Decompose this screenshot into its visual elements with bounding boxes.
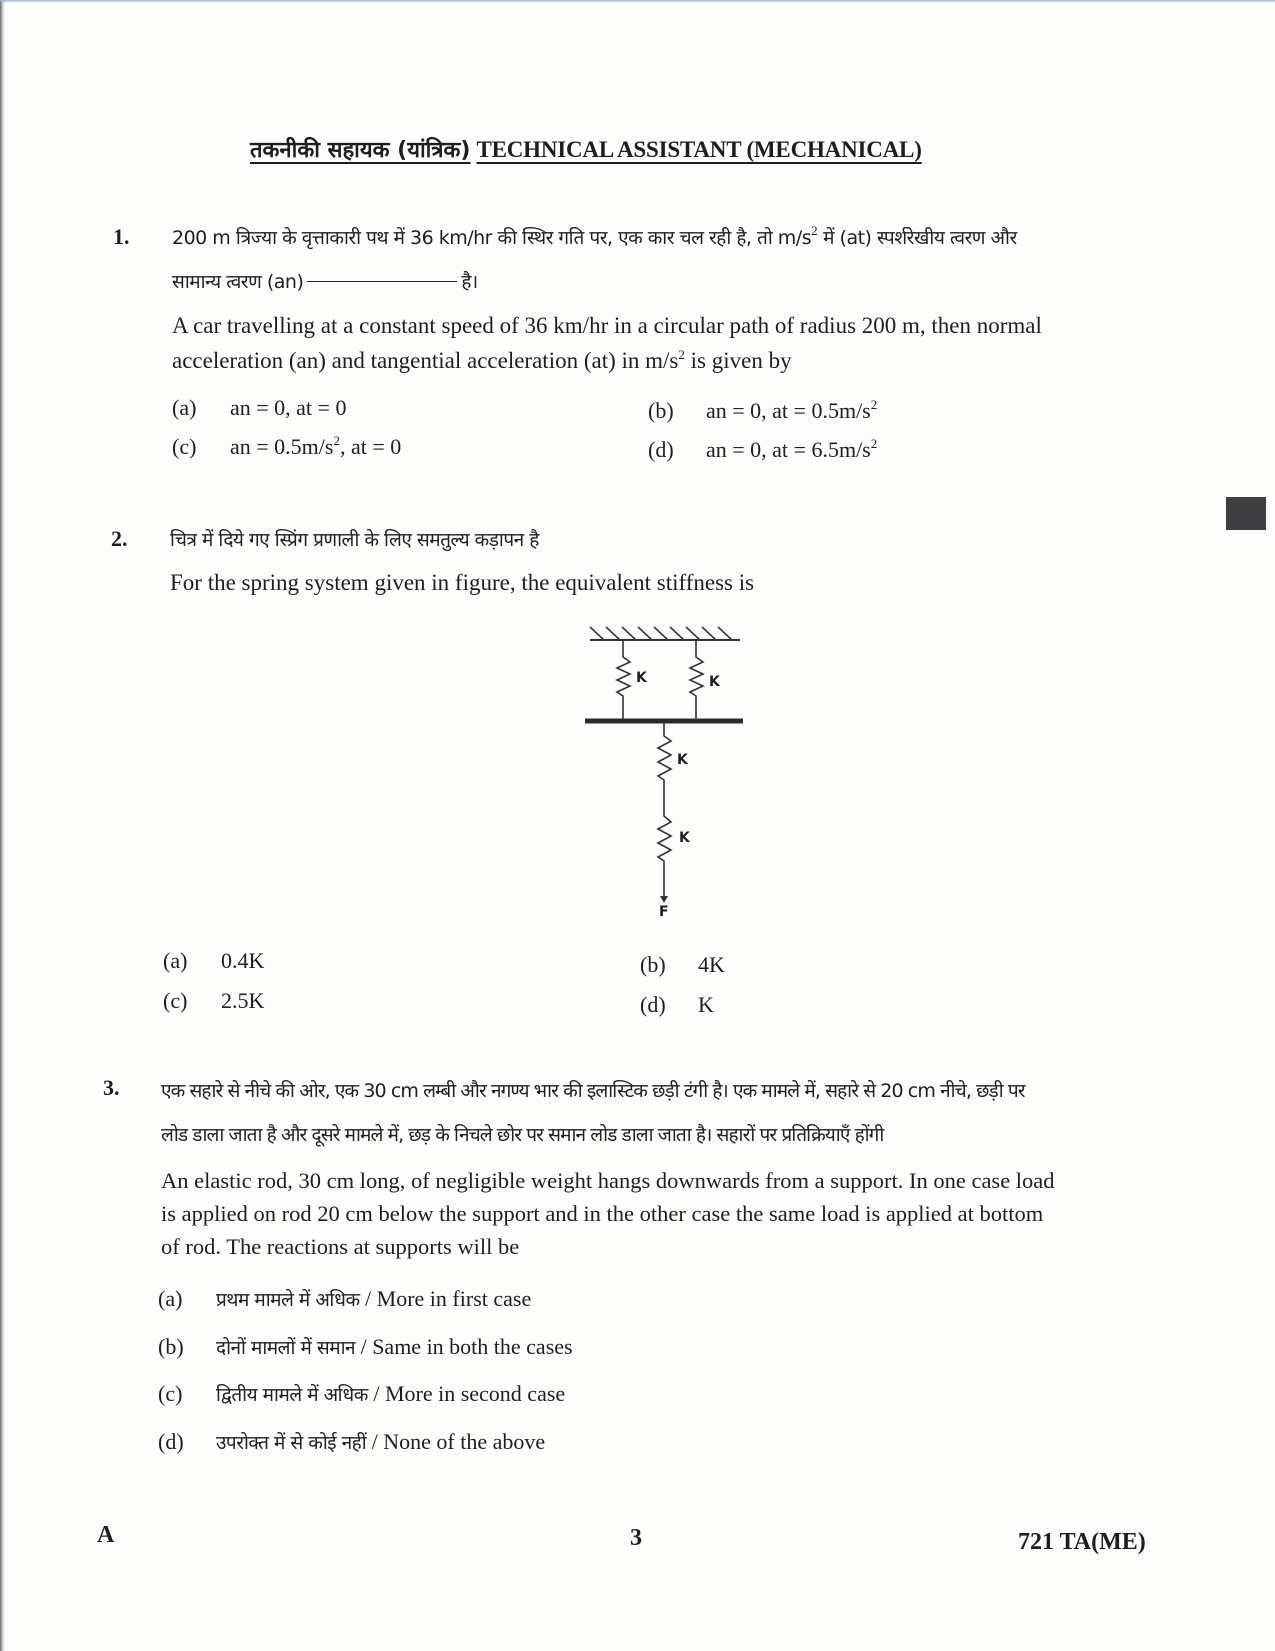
option-a[interactable]: (a) 0.4K	[163, 948, 265, 973]
question-text-english-line2: is applied on rod 20 cm below the support and in the other case the same load is applied at bottom	[161, 1201, 1044, 1226]
scan-edge-top	[0, 0, 1275, 3]
option-a[interactable]: (a) प्रथम मामले में अधिक / More in first case	[158, 1286, 532, 1311]
option-a[interactable]: (a) an = 0, at = 0	[172, 395, 347, 420]
option-b[interactable]: (b) दोनों मामलों में समान / Same in both the cases	[158, 1334, 573, 1359]
booklet-series: A	[97, 1522, 115, 1548]
question-number: 2.	[111, 526, 128, 551]
question-text-english-line2: acceleration (an) and tangential acceleration (at) in $m/s^2$ is given by	[172, 347, 792, 373]
spring-diagram	[580, 622, 760, 922]
spring-label: K	[677, 752, 688, 768]
question-text-english: For the spring system given in figure, the equivalent stiffness is	[170, 570, 755, 595]
page-title	[250, 134, 922, 164]
question-text-hindi-line2: सामान्य त्वरण (an) है।	[172, 271, 478, 293]
question-text-hindi-line2: लोड डाला जाता है और दूसरे मामले में, छड़ के निचले छोर पर समान लोड डाला जाता है। सहारों पर प्रतिक्रियाएँ होंगी	[161, 1124, 884, 1146]
scan-edge	[0, 0, 5, 1651]
title-english: TECHNICAL ASSISTANT (MECHANICAL)	[476, 137, 922, 162]
question-text-hindi: 200 m त्रिज्या के वृत्ताकारी पथ में 36 km/hr की स्थिर गति पर, एक कार चल रही है, तो $m/s^2$ में (at) स्पर्शरेखीय त्वरण और	[172, 223, 1017, 249]
option-c[interactable]: (c) द्वितीय मामले में अधिक / More in second case	[158, 1381, 566, 1406]
page-number: 3	[630, 1525, 642, 1551]
option-d[interactable]: (d) an = 0, at = $6.5m/s^2$	[648, 436, 878, 462]
option-c[interactable]: (c) an = $0.5m/s^2$, at = 0	[172, 433, 402, 459]
page-edge-marker	[1226, 497, 1266, 530]
option-c[interactable]: (c) 2.5K	[163, 988, 265, 1013]
paper-code: 721 TA(ME)	[1018, 1529, 1146, 1555]
option-d[interactable]: (d) K	[640, 992, 714, 1017]
question-text-english: An elastic rod, 30 cm long, of negligible weight hangs downwards from a support. In one case load	[161, 1168, 1055, 1193]
question-text-english: A car travelling at a constant speed of 36 km/hr in a circular path of radius 200 m, then normal	[172, 313, 1042, 338]
spring-label: K	[679, 830, 690, 846]
option-b[interactable]: (b) 4K	[640, 952, 725, 977]
force-label: F	[659, 904, 669, 920]
blank-line	[307, 281, 457, 282]
question-number: 3.	[103, 1075, 120, 1100]
question-text-english-line3: of rod. The reactions at supports will be	[161, 1234, 520, 1259]
spring-system-figure	[580, 622, 760, 927]
spring-label: K	[636, 670, 647, 686]
question-number: 1.	[113, 224, 130, 249]
question-text-hindi: चित्र में दिये गए स्प्रिंग प्रणाली के लिए समतुल्य कड़ापन है	[170, 529, 539, 551]
option-b[interactable]: (b) an = 0, at = $0.5m/s^2$	[648, 397, 878, 423]
question-text-hindi: एक सहारे से नीचे की ओर, एक 30 cm लम्बी और नगण्य भार की इलास्टिक छड़ी टंगी है। एक मामले में, सहारे से 20 cm नीचे, छड़ी पर	[161, 1080, 1025, 1102]
option-d[interactable]: (d) उपरोक्त में से कोई नहीं / None of the above	[158, 1429, 546, 1454]
spring-label: K	[709, 674, 720, 690]
title-hindi: तकनीकी सहायक (यांत्रिक)	[250, 138, 471, 163]
